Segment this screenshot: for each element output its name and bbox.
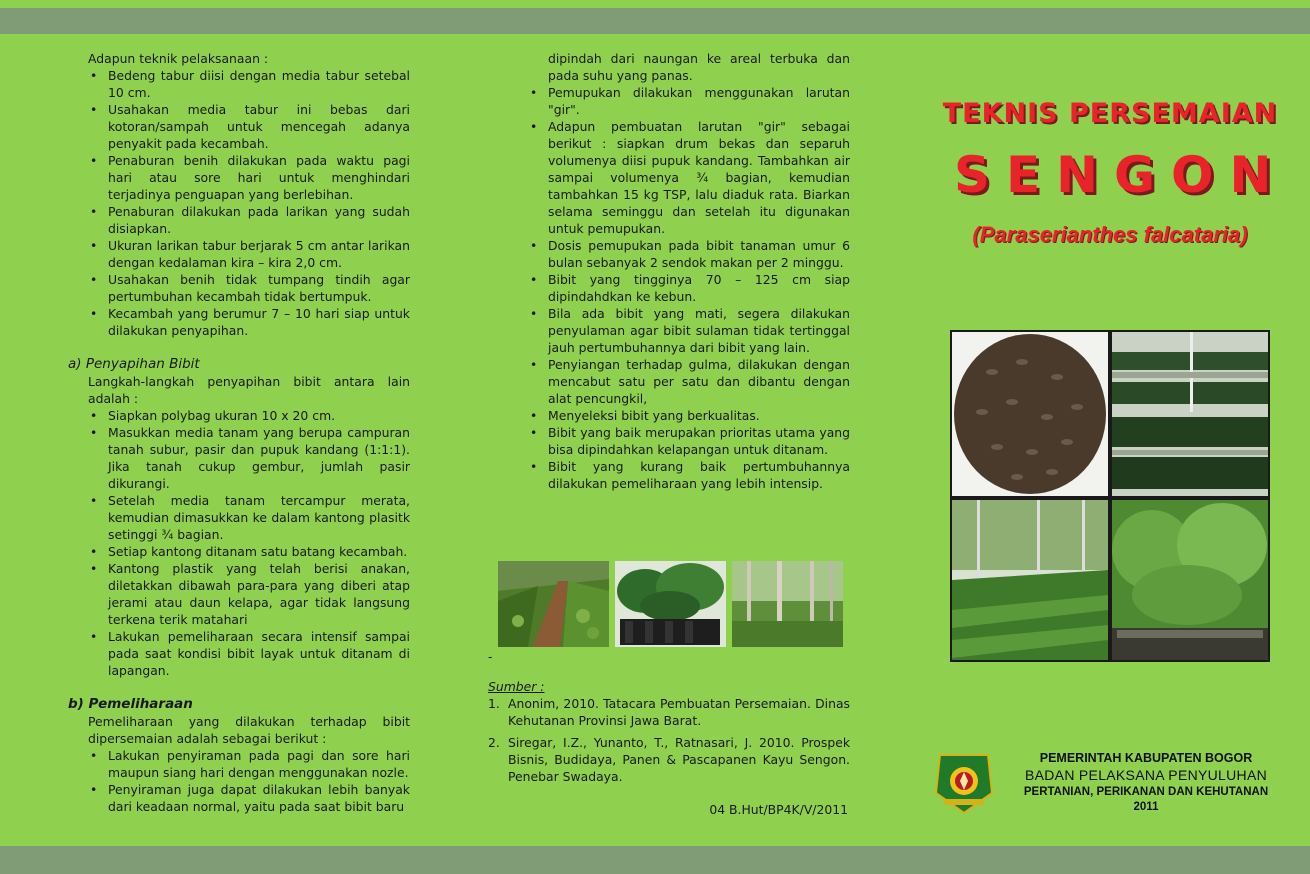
reference-number: 2. bbox=[488, 735, 500, 750]
top-strip bbox=[0, 0, 1310, 8]
bottom-band bbox=[0, 846, 1310, 874]
list-item: • Kantong plastik yang telah berisi anakan, diletakkan dibawah para-para yang diberi atap jerami atau daun kelapa, agar tidak langsung terkena terik matahari bbox=[68, 560, 410, 628]
reference-item bbox=[488, 695, 850, 729]
issuing-organization bbox=[1018, 750, 1274, 814]
intro-text: Adapun teknik pelaksanaan : bbox=[88, 51, 269, 66]
list-item: • Ukuran larikan tabur berjarak 5 cm antar larikan dengan kedalaman kira – kira 2,0 cm. bbox=[68, 237, 410, 271]
org-year: 2011 bbox=[1133, 801, 1159, 813]
technique-list bbox=[68, 67, 410, 339]
left-column bbox=[68, 50, 410, 815]
list-item: • Penyiangan terhadap gulma, dilakukan dengan mencabut satu per satu dan dibantu dengan alat pencungkil, bbox=[488, 356, 850, 407]
list-item: • Usahakan benih tidak tumpang tindih agar pertumbuhan kecambah tidak bertumpuk. bbox=[68, 271, 410, 305]
list-item: • Adapun pembuatan larutan "gir" sebagai berikut : siapkan drum bekas dan separuh volumenya diisi pupuk kandang. Tambahkan air sampai volumenya ¾ bagian, kemudian tambahkan 15 kg TSP, lalu diaduk rata. Biarkan selama seminggu dan setelah itu digunakan untuk pemupukan. bbox=[488, 118, 850, 237]
seedling-bags-photo bbox=[615, 561, 726, 647]
list-item: • Usahakan media tabur ini bebas dari kotoran/sampah untuk mencegah adanya penyakit pada kecambah. bbox=[68, 101, 410, 152]
continuation-text: dipindah dari naungan ke areal terbuka dan pada suhu yang panas. bbox=[548, 51, 850, 83]
list-item: • Dosis pemupukan pada bibit tanaman umur 6 bulan sebanyak 2 sendok makan per 2 minggu. bbox=[488, 237, 850, 271]
sengon-forest-photo bbox=[732, 561, 843, 647]
list-item: • Penaburan dilakukan pada larikan yang sudah disiapkan. bbox=[68, 203, 410, 237]
section-intro: Langkah-langkah penyapihan bibit antara lain adalah : bbox=[88, 374, 410, 406]
list-item: • Lakukan penyiraman pada pagi dan sore hari maupun siang hari dengan menggunakan nozle. bbox=[68, 747, 410, 781]
young-sengon-photo bbox=[1112, 500, 1268, 660]
pemeliharaan-list bbox=[68, 747, 410, 815]
list-item: • Bibit yang baik merupakan prioritas utama yang bisa dipindahkan kelapangan untuk ditanam. bbox=[488, 424, 850, 458]
section-title-pemeliharaan: b) Pemeliharaan bbox=[68, 696, 193, 712]
section-intro: Pemeliharaan yang dilakukan terhadap bibit dipersemaian adalah sebagai berikut : bbox=[88, 714, 410, 746]
dash-mark: - bbox=[488, 650, 493, 664]
reference-number: 1. bbox=[488, 696, 500, 711]
list-item: • Pemupukan dilakukan menggunakan larutan "gir". bbox=[488, 84, 850, 118]
nursery-field-photo bbox=[952, 500, 1108, 660]
cover-latin-name: (Paraserianthes falcataria) bbox=[972, 222, 1248, 247]
cover-main-title: SENGON bbox=[954, 146, 1288, 204]
list-item: • Bedeng tabur diisi dengan media tabur setebal 10 cm. bbox=[68, 67, 410, 101]
top-band bbox=[0, 8, 1310, 34]
reference-text: Siregar, I.Z., Yunanto, T., Ratnasari, J. 2010. Prospek Bisnis, Budidaya, Panen & Pascapanen Kayu Sengon. Penebar Swadaya. bbox=[508, 735, 850, 784]
list-item: • Kecambah yang berumur 7 – 10 hari siap untuk dilakukan penyapihan. bbox=[68, 305, 410, 339]
list-item: • Penaburan benih dilakukan pada waktu pagi hari atau sore hari untuk menghindari terjadinya penguapan yang berlebihan. bbox=[68, 152, 410, 203]
list-item: • Lakukan pemeliharaan secara intensif sampai pada saat kondisi bibit layak untuk ditanam di lapangan. bbox=[68, 628, 410, 679]
list-item: • Bibit yang kurang baik pertumbuhannya dilakukan pemeliharaan yang lebih intensip. bbox=[488, 458, 850, 492]
list-item: • Siapkan polybag ukuran 10 x 20 cm. bbox=[68, 407, 410, 424]
cover-title: TEKNIS PERSEMAIAN bbox=[942, 98, 1278, 129]
org-line-1: PEMERINTAH KABUPATEN BOGOR bbox=[1039, 751, 1253, 765]
list-item: • Bibit yang tingginya 70 – 125 cm siap dipindahdkan ke kebun. bbox=[488, 271, 850, 305]
list-item: • Bila ada bibit yang mati, segera dilakukan penyulaman agar bibit sulaman tidak tertinggal jauh pertumbuhannya dari bibit yang lain. bbox=[488, 305, 850, 356]
seeds-photo bbox=[952, 332, 1108, 496]
cover-photo-grid bbox=[950, 330, 1270, 662]
reference-item bbox=[488, 734, 850, 785]
bogor-regency-emblem bbox=[934, 753, 994, 815]
nursery-bed-photo bbox=[498, 561, 609, 647]
sources-label: Sumber : bbox=[488, 679, 545, 694]
list-item: • Setelah media tanam tercampur merata, kemudian dimasukkan ke dalam kantong plasitk setinggi ¾ bagian. bbox=[68, 492, 410, 543]
nursery-photo-strip bbox=[498, 561, 844, 647]
org-line-2: BADAN PELAKSANA PENYULUHAN bbox=[1025, 767, 1267, 783]
reference-text: Anonim, 2010. Tatacara Pembuatan Persemaian. Dinas Kehutanan Provinsi Jawa Barat. bbox=[508, 696, 850, 728]
middle-column bbox=[488, 50, 850, 492]
document-code: 04 B.Hut/BP4K/V/2011 bbox=[709, 802, 848, 817]
section-title-penyapihan: a) Penyapihan Bibit bbox=[68, 356, 200, 372]
penyapihan-list bbox=[68, 407, 410, 679]
list-item: • Setiap kantong ditanam satu batang kecambah. bbox=[68, 543, 410, 560]
nursery-rows-photo bbox=[1112, 332, 1268, 496]
org-line-3: PERTANIAN, PERIKANAN DAN KEHUTANAN bbox=[1023, 786, 1269, 798]
pemeliharaan-list-continued bbox=[488, 84, 850, 492]
list-item: • Menyeleksi bibit yang berkualitas. bbox=[488, 407, 850, 424]
list-item: • Masukkan media tanam yang berupa campuran tanah subur, pasir dan pupuk kandang (1:1:1). Jika tanah cukup gembur, jumlah pasir dikurangi. bbox=[68, 424, 410, 492]
sources-block bbox=[488, 678, 850, 785]
list-item: • Penyiraman juga dapat dilakukan lebih banyak dari keadaan normal, yaitu pada saat bibit baru bbox=[68, 781, 410, 815]
